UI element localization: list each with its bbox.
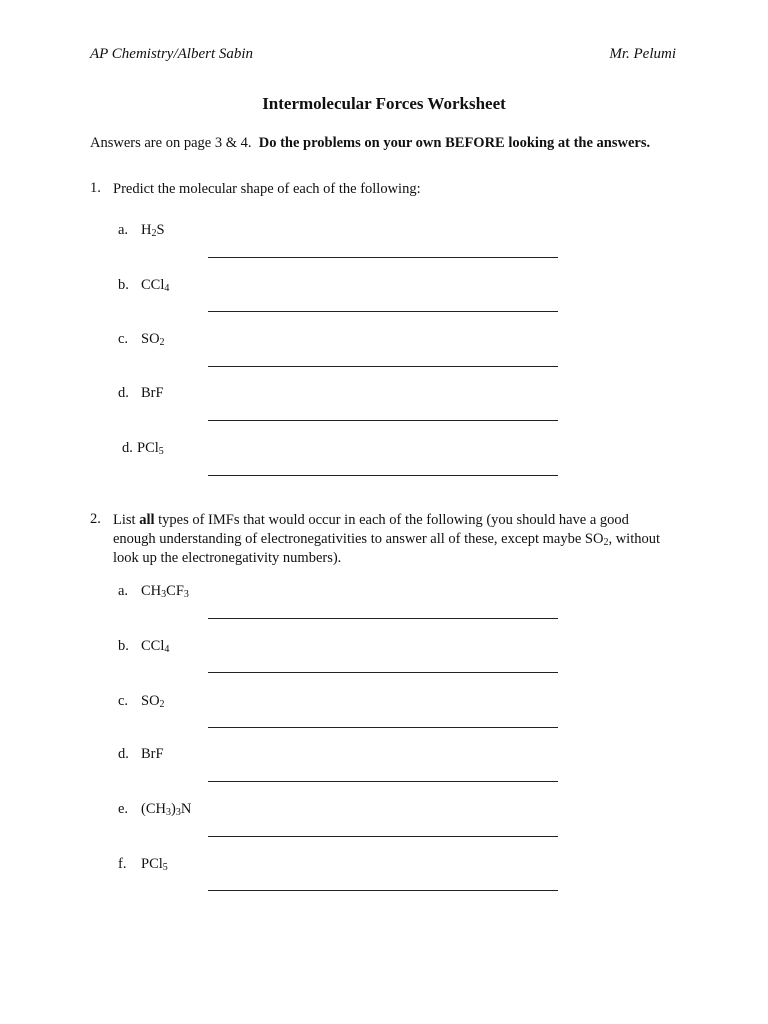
item-formula <box>141 331 165 347</box>
item-letter: e. <box>118 801 129 817</box>
q2-number: 2. <box>90 511 101 527</box>
q2-item <box>118 583 189 600</box>
item-formula <box>141 638 169 654</box>
item-formula <box>141 583 189 599</box>
formula-text: CF <box>166 583 184 599</box>
formula-subscript: 3 <box>175 807 181 818</box>
answer-line[interactable] <box>208 257 558 258</box>
answer-line[interactable] <box>208 836 558 837</box>
answer-line[interactable] <box>208 475 558 476</box>
formula-subscript: 2 <box>159 699 165 710</box>
item-formula <box>141 856 168 872</box>
q2-text-sub: 2 <box>603 537 609 548</box>
item-formula <box>141 693 165 709</box>
worksheet-title: Intermolecular Forces Worksheet <box>262 94 506 113</box>
answer-line[interactable] <box>208 727 558 728</box>
q2-text-post: types of IMFs that would occur in each of the following (you should have a good enough understanding of electronegativities to answer all of these, except maybe SO <box>113 512 629 547</box>
item-formula <box>141 277 169 293</box>
answer-line[interactable] <box>208 311 558 312</box>
formula-subscript: 2 <box>151 228 157 239</box>
formula-text: BrF <box>141 746 164 762</box>
formula-text: CCl <box>141 638 165 654</box>
formula-subscript: 2 <box>159 337 165 348</box>
formula-text: N <box>180 801 192 817</box>
item-letter: c. <box>118 331 129 347</box>
q1-item <box>122 440 164 457</box>
formula-text: H <box>141 222 152 238</box>
answer-line[interactable] <box>208 420 558 421</box>
answer-line[interactable] <box>208 890 558 891</box>
q1-item <box>118 222 165 239</box>
formula-text: (CH <box>141 801 166 817</box>
q1-item <box>118 277 169 294</box>
teacher-name: Mr. Pelumi <box>609 46 676 62</box>
answer-line[interactable] <box>208 781 558 782</box>
formula-text: CH <box>141 583 162 599</box>
q2-text-pre: List <box>113 512 136 528</box>
formula-subscript: 3 <box>161 589 167 600</box>
item-letter: b. <box>118 277 129 293</box>
formula-text: S <box>156 222 165 238</box>
formula-text: BrF <box>141 385 164 401</box>
item-letter: c. <box>118 693 129 709</box>
q2-text-bold: all <box>139 512 155 528</box>
formula-subscript: 5 <box>158 446 164 457</box>
intro-bold: Do the problems on your own BEFORE looking at the answers. <box>258 135 651 151</box>
item-letter: d. <box>118 746 129 762</box>
item-letter: b. <box>118 638 129 654</box>
item-letter: f. <box>118 856 127 872</box>
formula-text: CCl <box>141 277 165 293</box>
q2-item <box>118 746 164 763</box>
answer-line[interactable] <box>208 672 558 673</box>
intro-text <box>90 135 650 152</box>
item-letter: d. <box>118 385 129 401</box>
item-letter: a. <box>118 222 129 238</box>
item-formula <box>141 746 164 762</box>
formula-text: PCl <box>141 856 163 872</box>
q1-item <box>118 385 164 402</box>
formula-subscript: 5 <box>162 862 168 873</box>
formula-subscript: 4 <box>164 283 170 294</box>
q2-item <box>118 856 168 873</box>
intro-plain: Answers are on page 3 & 4. <box>90 135 252 151</box>
answer-line[interactable] <box>208 618 558 619</box>
q2-text <box>113 511 673 568</box>
formula-subscript: 3 <box>183 589 189 600</box>
course-name: AP Chemistry/Albert Sabin <box>90 46 254 62</box>
formula-text: ) <box>170 801 176 817</box>
item-letter: d. <box>122 440 133 456</box>
answer-line[interactable] <box>208 366 558 367</box>
formula-text: SO <box>141 331 160 347</box>
q1-text: Predict the molecular shape of each of the following: <box>113 181 421 197</box>
item-formula <box>141 801 191 817</box>
q2-item <box>118 693 165 710</box>
item-formula <box>137 440 164 456</box>
q2-item <box>118 638 169 655</box>
item-letter: a. <box>118 583 129 599</box>
formula-subscript: 3 <box>165 807 171 818</box>
formula-text: PCl <box>137 440 159 456</box>
formula-text: SO <box>141 693 160 709</box>
q1-number: 1. <box>90 180 101 196</box>
q1-item <box>118 331 165 348</box>
item-formula <box>141 222 165 238</box>
item-formula <box>141 385 164 401</box>
formula-subscript: 4 <box>164 644 170 655</box>
q2-text-end: , without look up the electronegativity numbers). <box>113 531 660 566</box>
q2-item <box>118 801 191 818</box>
